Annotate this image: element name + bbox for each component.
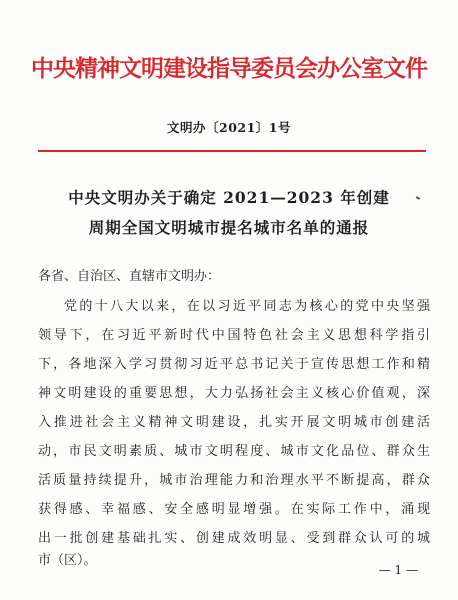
body-line-5: 入推进社会主义精神文明建设，扎实开展文明城市创建活 (38, 415, 430, 430)
notice-title-line-1: 中央文明办关于确定 2021—2023 年创建 (68, 188, 390, 207)
document-number: 文明办〔2021〕1号 (167, 120, 291, 135)
red-divider-line (38, 150, 426, 152)
body-line-7: 活质量持续提升，城市治理能力和治理水平不断提高，群众 (38, 473, 430, 488)
notice-title-line-2: 周期全国文明城市提名城市名单的通报 (88, 218, 370, 237)
page-number: — 1 — (378, 563, 418, 577)
body-line-1: 党的十八大以来，在以习近平同志为核心的党中央坚强 (64, 299, 430, 314)
body-line-9: 出一批创建基础扎实、创建成效明显、受到群众认可的城 (38, 531, 430, 546)
body-line-3: 下，各地深入学习贯彻习近平总书记关于宣传思想工作和精 (38, 357, 430, 372)
body-line-2: 领导下，在习近平新时代中国特色社会主义思想科学指引 (38, 328, 430, 343)
body-line-10: 市（区）。 (38, 553, 97, 568)
body-line-8: 获得感、幸福感、安全感明显增强。在实际工作中，涌现 (38, 502, 430, 517)
salutation: 各省、自治区、直辖市文明办： (38, 269, 221, 284)
issuing-org-header: 中央精神文明建设指导委员会办公室文件 (31, 55, 427, 82)
body-line-6: 动，市民文明素质、城市文明程度、城市文化品位、群众生 (38, 444, 430, 459)
body-line-4: 神文明建设的重要思想，大力弘扬社会主义核心价值观，深 (38, 386, 430, 401)
